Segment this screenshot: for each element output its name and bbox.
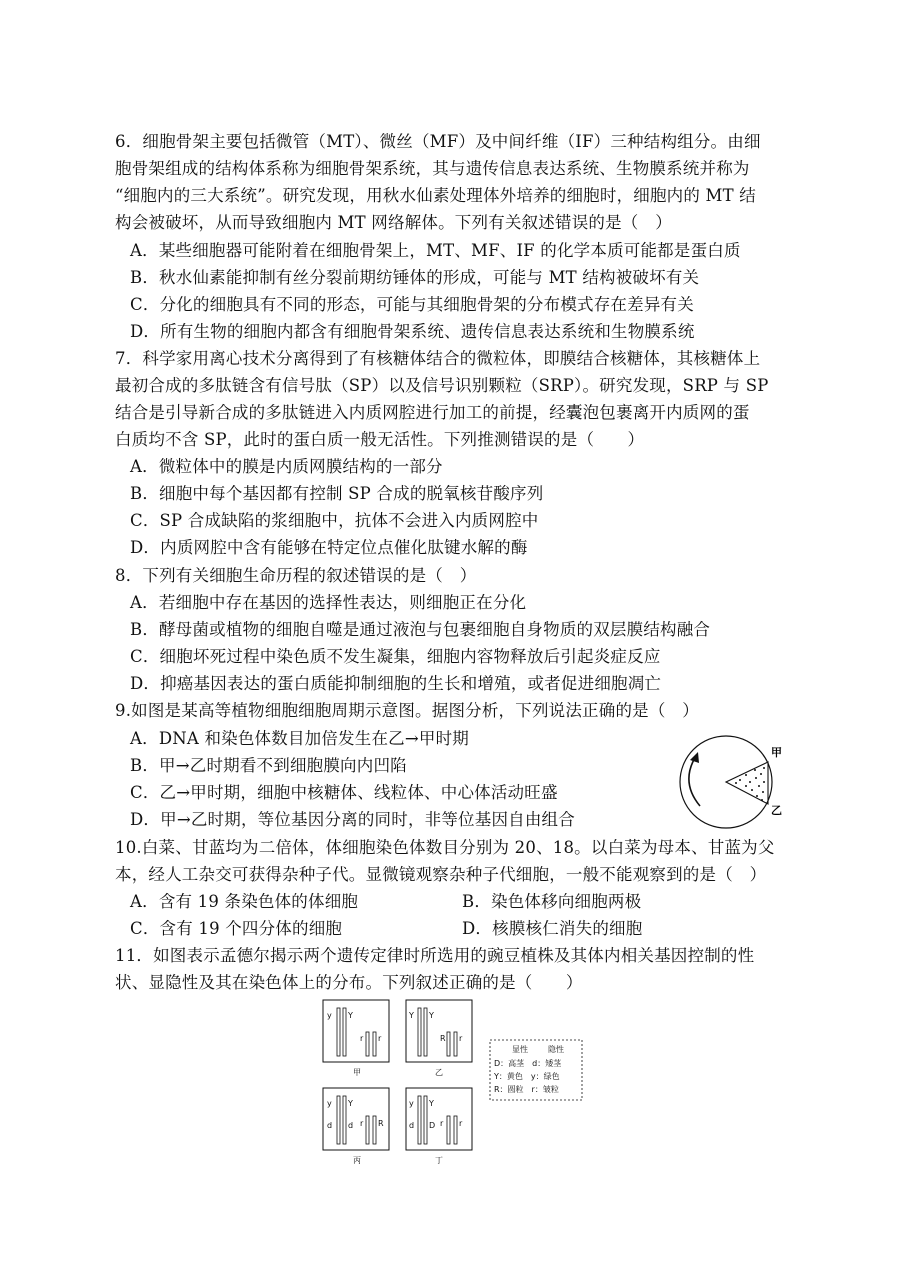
q10-stem-line-1: 10.白菜、甘蓝均为二倍体，体细胞染色体数目分别为 20、18。以白菜为母本、甘蓝为父 xyxy=(115,838,775,857)
sector-dots xyxy=(735,767,765,801)
panel-bing xyxy=(323,1088,389,1165)
q10-option-d: D．核膜核仁消失的细胞 xyxy=(462,919,643,938)
q7-stem-line-2: 最初合成的多肽链含有信号肽（SP）以及信号识别颗粒（SRP）。研究发现，SRP 与 SP xyxy=(115,376,769,395)
q8-option-d: D．抑癌基因表达的蛋白质能抑制细胞的生长和增殖，或者促进细胞凋亡 xyxy=(130,674,662,693)
gene-label: Y xyxy=(429,1099,434,1108)
q9-option-b: B．甲→乙时期看不到细胞膜向内凹陷 xyxy=(130,756,407,775)
q7-stem-line-4: 白质均不含 SP，此时的蛋白质一般无活性。下列推测错误的是（ ） xyxy=(115,430,645,449)
gene-label: r xyxy=(360,1034,364,1043)
q9-option-c: C．乙→甲时期，细胞中核糖体、线粒体、中心体活动旺盛 xyxy=(130,783,558,802)
legend-header-dominant: 显性 xyxy=(512,1045,528,1054)
q7-option-d: D．内质网腔中含有能够在特定位点催化肽键水解的酶 xyxy=(130,538,528,557)
gene-label: Y xyxy=(348,1099,353,1108)
gene-label: Y xyxy=(348,1011,353,1020)
legend-row: D：高茎 d：矮茎 xyxy=(494,1059,562,1068)
q8-option-a: A．若细胞中存在基因的选择性表达，则细胞正在分化 xyxy=(130,593,527,612)
label-jia: 甲 xyxy=(771,746,782,759)
gene-label: D xyxy=(429,1121,436,1130)
q8-stem-line-1: 8．下列有关细胞生命历程的叙述错误的是（ ） xyxy=(115,566,477,585)
q10-option-a: A．含有 19 条染色体的体细胞 xyxy=(130,892,359,911)
q6-stem-line-2: 胞骨架组成的结构体系称为细胞骨架系统，其与遗传信息表达系统、生物膜系统并称为 xyxy=(115,159,750,178)
q7-option-a: A．微粒体中的膜是内质网膜结构的一部分 xyxy=(130,457,443,476)
q10-option-b: B．染色体移向细胞两极 xyxy=(462,892,642,911)
panel-ding xyxy=(406,1088,472,1165)
q11-stem-line-1: 11．如图表示孟德尔揭示两个遗传定律时所选用的豌豆植株及其体内相关基因控制的性 xyxy=(115,946,755,965)
gene-label: r xyxy=(360,1119,364,1128)
q8-option-b: B．酵母菌或植物的细胞自噬是通过液泡与包裹细胞自身物质的双层膜结构融合 xyxy=(130,620,711,639)
panel-caption: 丁 xyxy=(435,1156,443,1165)
gene-label: r xyxy=(440,1119,444,1128)
q9-option-a: A．DNA 和染色体数目加倍发生在乙→甲时期 xyxy=(130,729,469,748)
gene-label: y xyxy=(327,1099,332,1108)
gene-label: y xyxy=(327,1011,332,1020)
q6-stem-line-4: 构会被破坏，从而导致细胞内 MT 网络解体。下列有关叙述错误的是（ ） xyxy=(115,213,672,232)
q6-stem-line-3: “细胞内的三大系统”。研究发现，用秋水仙素处理体外培养的细胞时，细胞内的 MT 结 xyxy=(115,186,756,205)
q10-stem-line-2: 本，经人工杂交可获得杂种子代。显微镜观察杂种子代细胞，一般不能观察到的是（ ） xyxy=(115,865,767,884)
gene-label: d xyxy=(409,1121,415,1130)
gene-label: r xyxy=(459,1034,463,1043)
q6-option-d: D．所有生物的细胞内都含有细胞骨架系统、遗传信息表达系统和生物膜系统 xyxy=(130,322,695,341)
legend-header-recessive: 隐性 xyxy=(548,1045,564,1054)
label-yi: 乙 xyxy=(771,804,782,817)
cycle-arrowhead xyxy=(690,752,699,763)
q6-stem-line-1: 6．细胞骨架主要包括微管（MT）、微丝（MF）及中间纤维（IF）三种结构组分。由细 xyxy=(115,132,761,151)
q6-option-c: C．分化的细胞具有不同的形态，可能与其细胞骨架的分布模式存在差异有关 xyxy=(130,295,694,314)
dominance-legend xyxy=(490,1040,582,1100)
legend-row: Y：黄色 y：绿色 xyxy=(494,1072,560,1081)
q8-option-c: C．细胞坏死过程中染色质不发生凝集，细胞内容物释放后引起炎症反应 xyxy=(130,647,661,666)
gene-label: d xyxy=(327,1121,333,1130)
gene-label: r xyxy=(459,1119,463,1128)
cell-cycle-sector xyxy=(726,762,768,804)
gene-label: d xyxy=(348,1121,354,1130)
q7-stem-line-3: 结合是引导新合成的多肽链进入内质网腔进行加工的前提，经囊泡包裹离开内质网的蛋 xyxy=(115,403,750,422)
gene-label: Y xyxy=(409,1011,414,1020)
gene-label: R xyxy=(378,1119,384,1128)
q11-stem-line-2: 状、显隐性及其在染色体上的分布。下列叙述正确的是（ ） xyxy=(115,973,583,992)
gene-label: Y xyxy=(429,1011,434,1020)
cell-cycle-figure xyxy=(660,730,795,830)
cycle-arrow xyxy=(689,756,700,806)
gene-label: R xyxy=(440,1034,446,1043)
panel-yi xyxy=(406,1000,472,1077)
q9-option-d: D．甲→乙时期，等位基因分离的同时，非等位基因自由组合 xyxy=(130,810,575,829)
panel-caption: 丙 xyxy=(353,1156,361,1165)
panel-jia xyxy=(323,1000,389,1077)
q10-option-c: C．含有 19 个四分体的细胞 xyxy=(130,919,343,938)
legend-row: R：圆粒 r：皱粒 xyxy=(494,1085,559,1094)
q7-stem-line-1: 7．科学家用离心技术分离得到了有核糖体结合的微粒体，即膜结合核糖体，其核糖体上 xyxy=(115,349,761,368)
gene-label: r xyxy=(378,1034,382,1043)
gene-label: y xyxy=(409,1099,414,1108)
q7-option-c: C．SP 合成缺陷的浆细胞中，抗体不会进入内质网腔中 xyxy=(130,511,539,530)
q6-option-b: B．秋水仙素能抑制有丝分裂前期纺锤体的形成，可能与 MT 结构被破坏有关 xyxy=(130,268,700,287)
panel-caption: 乙 xyxy=(435,1068,443,1077)
q9-stem-line-1: 9.如图是某高等植物细胞细胞周期示意图。据图分析，下列说法正确的是（ ） xyxy=(115,701,699,720)
q7-option-b: B．细胞中每个基因都有控制 SP 合成的脱氧核苷酸序列 xyxy=(130,484,544,503)
panel-caption: 甲 xyxy=(353,1068,361,1077)
pea-gene-figure xyxy=(318,998,588,1170)
q6-option-a: A．某些细胞器可能附着在细胞骨架上，MT、MF、IF 的化学本质可能都是蛋白质 xyxy=(130,241,741,260)
